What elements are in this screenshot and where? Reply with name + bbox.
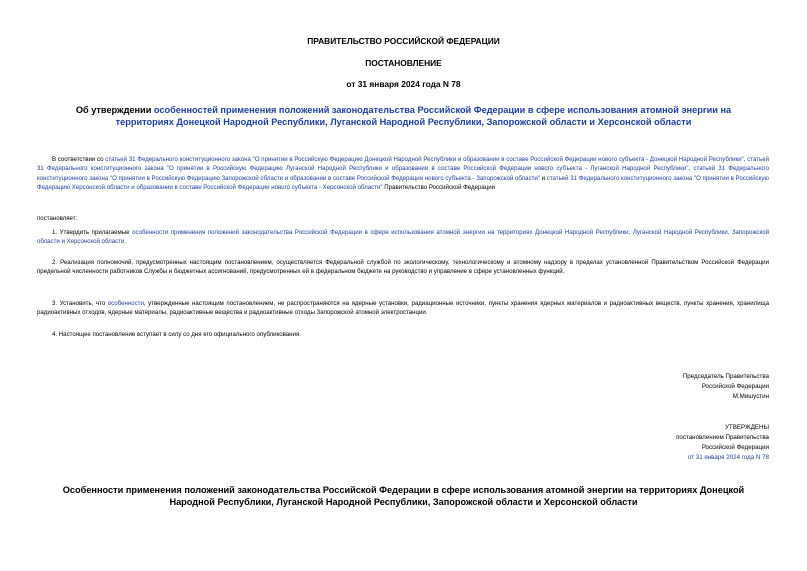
title-prefix: Об утверждении — [75, 105, 154, 115]
document-type-heading: ПОСТАНОВЛЕНИЕ — [365, 58, 442, 68]
annex-title: Особенности применения положений законодательства Российской Федерации в сфере использования атомной энергии на территориях Донецкой Народной Республики, Луганской Народной Республики, Запорожской области и Херсонской области — [62, 485, 745, 507]
document-date-number: от 31 января 2024 года N 78 — [346, 79, 461, 89]
title-link[interactable]: особенностей применения положений законодательства Российской Федерации в сфере использования атомной энергии на территориях Донецкой Народной Республики, Луганской Народной Республики, Запорожской области и Херсонской области — [115, 105, 732, 127]
preamble-link-donetsk[interactable]: статьей 31 Федерального конституционного закона "О принятии в Российскую Федерацию Донецкой Народной Республики и образовании в составе Российской Федерации нового субъекта - Донецкой Народной Республики" — [105, 156, 744, 163]
preamble-text-1: В соответствии со — [52, 156, 106, 163]
preamble-paragraph — [37, 155, 769, 193]
decides-line: постановляет: — [37, 215, 78, 222]
preamble-link-kherson[interactable]: статьей 31 Федерального конституционного закона "О принятии в Российскую Федерацию Херсонской области и образовании в составе Российской Федерации нового субъекта - Херсонской области" — [37, 174, 770, 192]
preamble-text-2: , — [743, 156, 748, 163]
preamble-text-3: , — [688, 165, 694, 173]
item-3-prefix: 3. Установить, что — [52, 300, 108, 307]
signature-block — [569, 372, 769, 402]
preamble-text-4: и — [539, 174, 547, 182]
approved-country: Российской Федерации — [701, 444, 769, 451]
item-1-prefix: 1. Утвердить прилагаемые — [52, 229, 133, 236]
preamble-link-zaporozhye[interactable]: статьей 31 Федерального конституционного закона "О принятии в Российскую Федерацию Запорожской области и образовании в составе Российской Федерации нового субъекта - Запорожской области" — [37, 165, 769, 182]
approved-block — [569, 423, 769, 463]
preamble-link-lugansk[interactable]: статьей 31 Федерального конституционного закона "О принятии в Российскую Федерацию Луганской Народной Республики и образовании в составе Российской Федерации нового субъекта - Луганской Народной Республики" — [37, 156, 769, 173]
document-title — [50, 104, 757, 128]
signature-position: Председатель Правительства — [682, 373, 769, 380]
signature-country: Российской Федерации — [701, 383, 769, 390]
approved-label: УТВЕРЖДЕНЫ — [725, 424, 769, 431]
item-3-suffix: , утвержденные настоящим постановлением, не распространяются на ядерные установки, радиационные источники, пункты хранения ядерных материалов и радиоактивных веществ, пункты хранения, хранилища радиоактивных отходов, ядерные материалы, радиоактивные вещества и радиоактивные отходы Запорожской атомной электростанции. — [37, 300, 770, 317]
signature-name: М.Мишустин — [732, 393, 769, 400]
approved-by: постановлением Правительства — [676, 434, 769, 441]
item-1-paragraph — [37, 228, 769, 247]
item-1-suffix: . — [124, 238, 127, 246]
item-4-paragraph: 4. Настоящее постановление вступает в силу со дня его официального опубликования. — [52, 331, 301, 338]
item-3-paragraph — [37, 299, 769, 318]
item-1-link[interactable]: особенности применения положений законодательства Российской Федерации в сфере использования атомной энергии на территориях Донецкой Народной Республики, Луганской Народной Республики, Запорожской области и Херсонской области — [37, 229, 769, 246]
preamble-text-5: Правительство Российской Федерации — [382, 184, 496, 192]
approved-date-link[interactable]: от 31 января 2024 года N 78 — [687, 454, 769, 461]
item-3-link[interactable]: особенности — [107, 300, 144, 307]
government-heading: ПРАВИТЕЛЬСТВО РОССИЙСКОЙ ФЕДЕРАЦИИ — [307, 36, 500, 46]
item-2-paragraph: 2. Реализация полномочий, предусмотренных настоящим постановлением, осуществляется Федеральной службой по экологическому, технологическому и атомному надзору в пределах установленной Правительством Российской Федерации предельной численности работников Службы и бюджетных ассигнований, предусмотренных ей в федеральном бюджете на руководство и управление в сфере установленных функций. — [37, 259, 769, 276]
